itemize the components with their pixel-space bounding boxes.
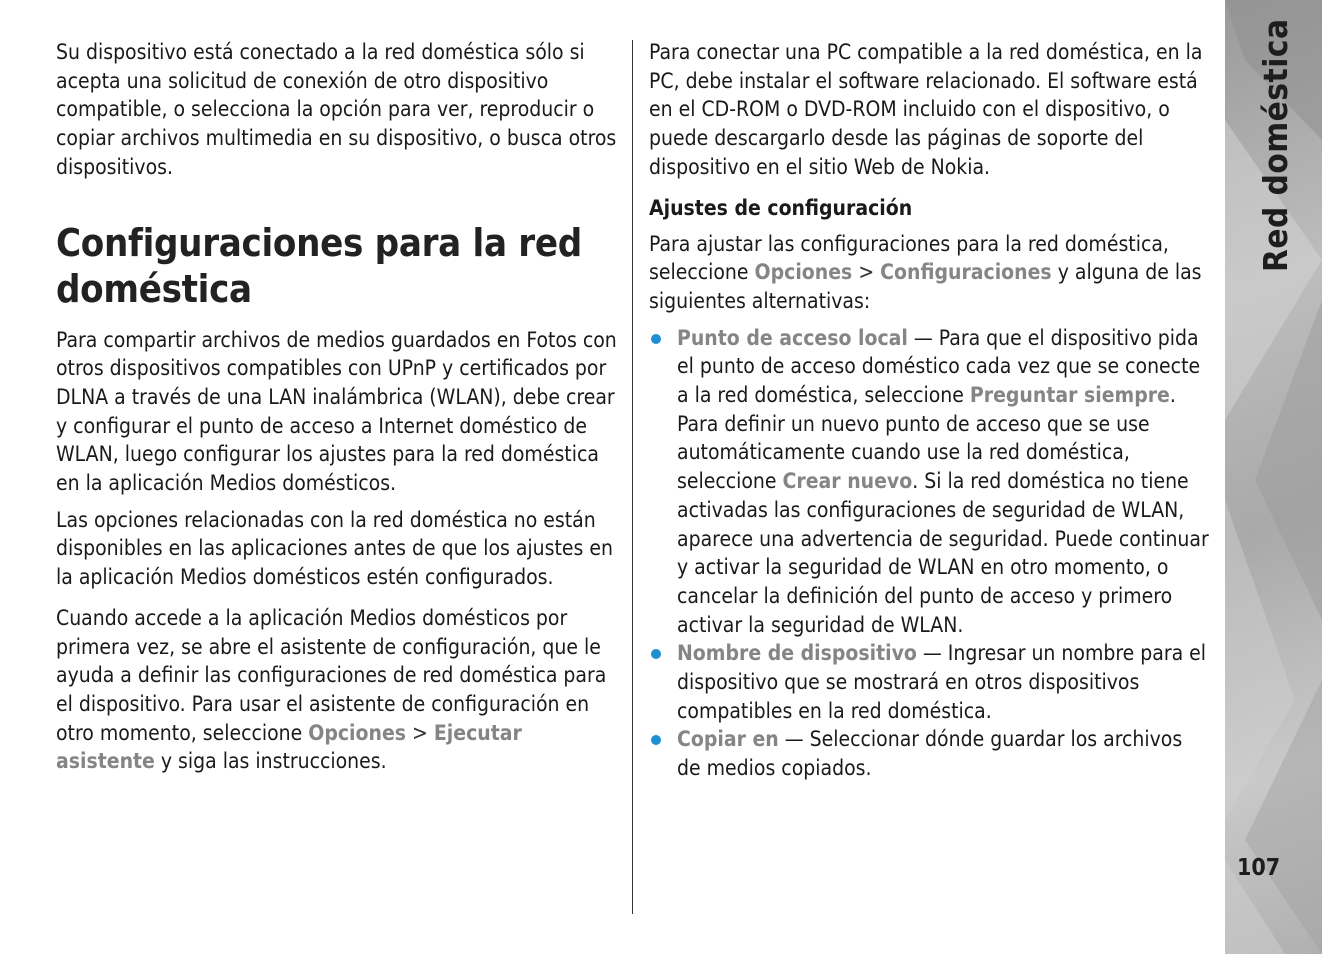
sharing-paragraph: Para compartir archivos de medios guardados en Fotos con otros dispositivos compatibles con UPnP y certificados por DLNA a través de una LAN inalámbrica (WLAN), debe crear y configurar el punto de acceso a Internet doméstico de WLAN, luego configurar los ajustes para la red doméstica en la aplicación Medios domésticos. bbox=[56, 327, 617, 496]
list-item-copiar bbox=[649, 725, 1211, 782]
option-value-preguntar: Preguntar siempre bbox=[969, 383, 1170, 408]
settings-text: Para ajustar las configuraciones para la red doméstica, seleccione bbox=[649, 231, 1169, 285]
pc-paragraph: Para conectar una PC compatible a la red doméstica, en la PC, debe instalar el software relacionado. El software está en el CD-ROM o DVD-ROM incluido con el dispositivo, o puede descargarlo desde las páginas de soporte del dispositivo en el sitio Web de Nokia. bbox=[649, 40, 1203, 179]
menu-path-ejecutar-asistente: Ejecutar asistente bbox=[56, 720, 522, 774]
settings-paragraph bbox=[649, 230, 1211, 316]
options-paragraph: Las opciones relacionadas con la red doméstica no están disponibles en las aplicaciones antes de que los ajustes en la aplicación Medios domésticos estén configurados. bbox=[56, 507, 613, 590]
page-number: 107 bbox=[1237, 855, 1281, 881]
option-term: Nombre de dispositivo bbox=[677, 641, 917, 666]
menu-path-opciones: Opciones bbox=[754, 260, 853, 285]
wizard-text-end: y siga las instrucciones. bbox=[160, 749, 387, 774]
bullet-icon bbox=[651, 735, 661, 745]
right-column bbox=[649, 38, 1211, 783]
option-description: — Seleccionar dónde guardar los archivos de medios copiados. bbox=[677, 727, 1183, 781]
wizard-paragraph bbox=[56, 604, 618, 776]
option-description-mid: . Para definir un nuevo punto de acceso que se use automáticamente cuando use la red doméstica, seleccione bbox=[677, 383, 1176, 494]
menu-separator: > bbox=[858, 260, 875, 285]
chapter-title: Red doméstica bbox=[1256, 18, 1295, 272]
column-divider bbox=[632, 40, 633, 914]
bullet-icon bbox=[651, 334, 661, 344]
option-description: — Para que el dispositivo pida el punto de acceso doméstico cada vez que se conecte a la red doméstica, seleccione bbox=[677, 325, 1201, 408]
section-heading: Configuraciones para la red doméstica bbox=[56, 220, 582, 311]
option-value-crear: Crear nuevo bbox=[782, 469, 913, 494]
settings-text-end: y alguna de las siguientes alternativas: bbox=[649, 260, 1202, 313]
menu-separator: > bbox=[412, 720, 428, 745]
menu-path-configuraciones: Configuraciones bbox=[880, 260, 1052, 285]
left-column bbox=[56, 38, 618, 776]
option-term: Copiar en bbox=[677, 727, 779, 752]
settings-subheading: Ajustes de configuración bbox=[649, 195, 913, 220]
option-description: — Ingresar un nombre para el dispositivo que se mostrará en otros dispositivos compatibles en la red doméstica. bbox=[677, 641, 1207, 723]
intro-paragraph: Su dispositivo está conectado a la red doméstica sólo si acepta una solicitud de conexión de otro dispositivo compatible, o selecciona la opción para ver, reproducir o copiar archivos multimedia en su dispositivo, o busca otros dispositivos. bbox=[56, 40, 617, 179]
settings-list bbox=[649, 324, 1211, 783]
bullet-icon bbox=[651, 649, 661, 659]
list-item-punto-acceso bbox=[649, 324, 1211, 640]
wizard-text: Cuando accede a la aplicación Medios domésticos por primera vez, se abre el asistente de configuración, que le ayuda a definir las configuraciones de red doméstica para el dispositivo. Para usar el asistente de configuración en otro momento, seleccione bbox=[56, 605, 607, 745]
option-term: Punto de acceso local bbox=[677, 325, 908, 350]
menu-path-opciones: Opciones bbox=[308, 720, 407, 745]
option-description-end: . Si la red doméstica no tiene activadas las configuraciones de seguridad de WLAN, aparece una advertencia de seguridad. Puede continuar y activar la seguridad de WLAN en otro momento, o cancelar la definición del punto de acceso y primero activar la seguridad de WLAN. bbox=[677, 469, 1209, 637]
list-item-nombre bbox=[649, 639, 1211, 725]
